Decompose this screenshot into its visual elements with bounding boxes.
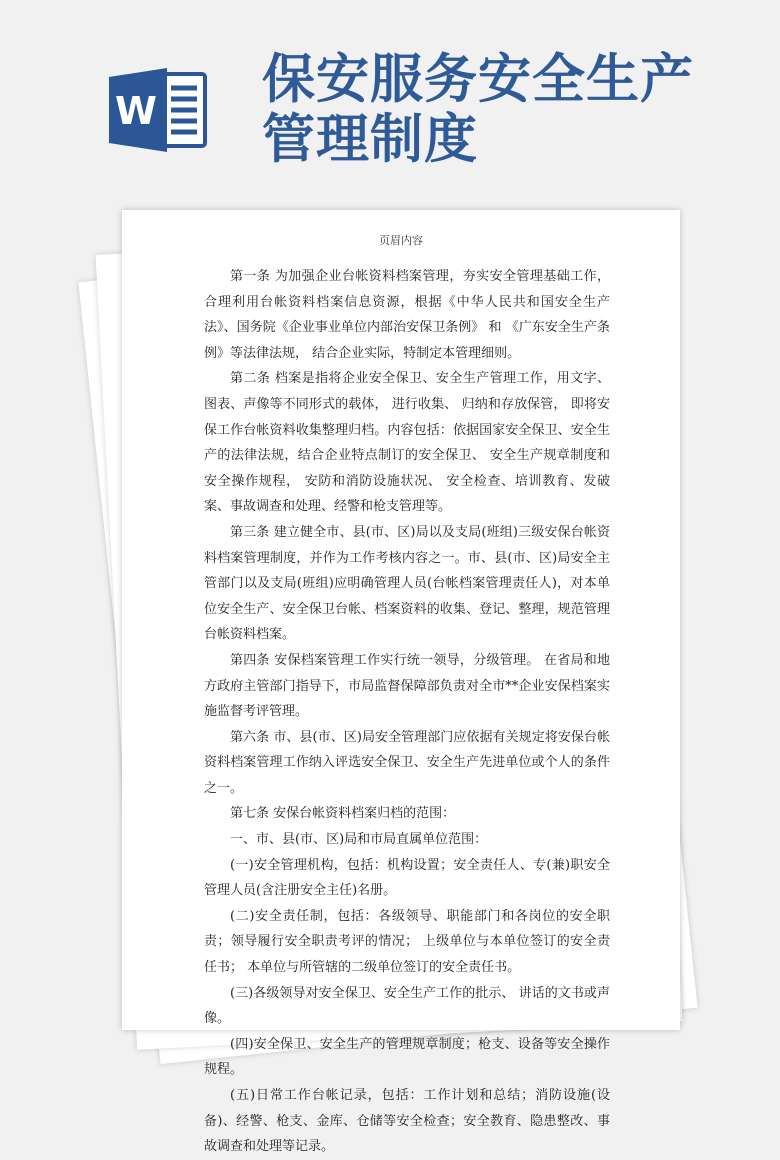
paragraph: 第二条 档案是指将企业安全保卫、安全生产管理工作，用文字、图表、声像等不同形式的载体， 进行收集、 归纳和存放保管， 即将安保工作台帐资料收集整理归档。内容包括：依据国家安全保卫、安全生产的法律法规，结合企业特点制订的安全保卫、 安全生产规章制度和安全操作规程， 安防和消防设施状况、 安全检查、培训教育、发破案、事故调查和处理、经警和枪支管理等。 (204, 371, 610, 515)
word-logo-letter: W (115, 89, 157, 133)
word-doc-icon (109, 68, 209, 152)
banner-title (262, 50, 694, 170)
banner-title-line-1: 保安服务安全生产 (262, 49, 694, 110)
paragraph: (三)各级领导对安全保卫、安全生产工作的批示、 讲话的文书或声像。 (204, 985, 610, 1027)
paragraph: 一、市、县(市、区)局和市局直属单位范围： (230, 832, 488, 848)
paragraph: 第一条 为加强企业台帐资料档案管理，夯实安全管理基础工作，合理利用台帐资料档案信息资源，根据《中华人民共和国安全生产法》、国务院《企业事业单位内部治安保卫条例》 和 《广东安全生产条例》等法律法规， 结合企业实际，特制定本管理细则。 (204, 269, 610, 361)
banner-title-line-2: 管理制度 (262, 109, 478, 170)
paragraph: 第三条 建立健全市、县(市、区)局以及支局(班组)三级安保台帐资料档案管理制度，并作为工作考核内容之一。市、县(市、区)局安全主管部门以及支局(班组)应明确管理人员(台帐档案管理责任人)，对本单位安全生产、安全保卫台帐、档案资料的收集、登记、整理，规范管理台帐资料档案。 (204, 524, 610, 643)
document-page (122, 210, 680, 1155)
document-body (204, 264, 610, 1160)
paragraph: (四)安全保卫、安全生产的管理规章制度；枪支、设备等安全操作规程。 (204, 1036, 610, 1078)
paragraph: 第七条 安保台帐资料档案归档的范围： (230, 806, 456, 822)
paragraph: 第六条 市、县(市、区)局安全管理部门应依据有关规定将安保台帐资料档案管理工作纳入评选安全保卫、安全生产先进单位或个人的条件之一。 (204, 729, 610, 796)
paragraph: (五)日常工作台帐记录，包括：工作计划和总结；消防设施(设备)、经警、枪支、金库、仓储等安全检查；安全教育、隐患整改、事故调查和处理等记录。 (204, 1088, 610, 1155)
paragraph: 第四条 安保档案管理工作实行统一领导，分级管理。 在省局和地方政府主管部门指导下，市局监督保障部负责对全市**企业安保档案实施监督考评管理。 (204, 652, 610, 720)
page-header: 页眉内容 (379, 234, 423, 247)
paragraph: (一)安全管理机构，包括：机构设置；安全责任人、专(兼)职安全管理人员(含注册安全主任)名册。 (204, 857, 610, 899)
paragraph: (二)安全责任制，包括：各级领导、职能部门和各岗位的安全职责；领导履行安全职责考评的情况； 上级单位与本单位签订的安全责任书； 本单位与所管辖的二级单位签订的安全责任书。 (204, 908, 610, 976)
